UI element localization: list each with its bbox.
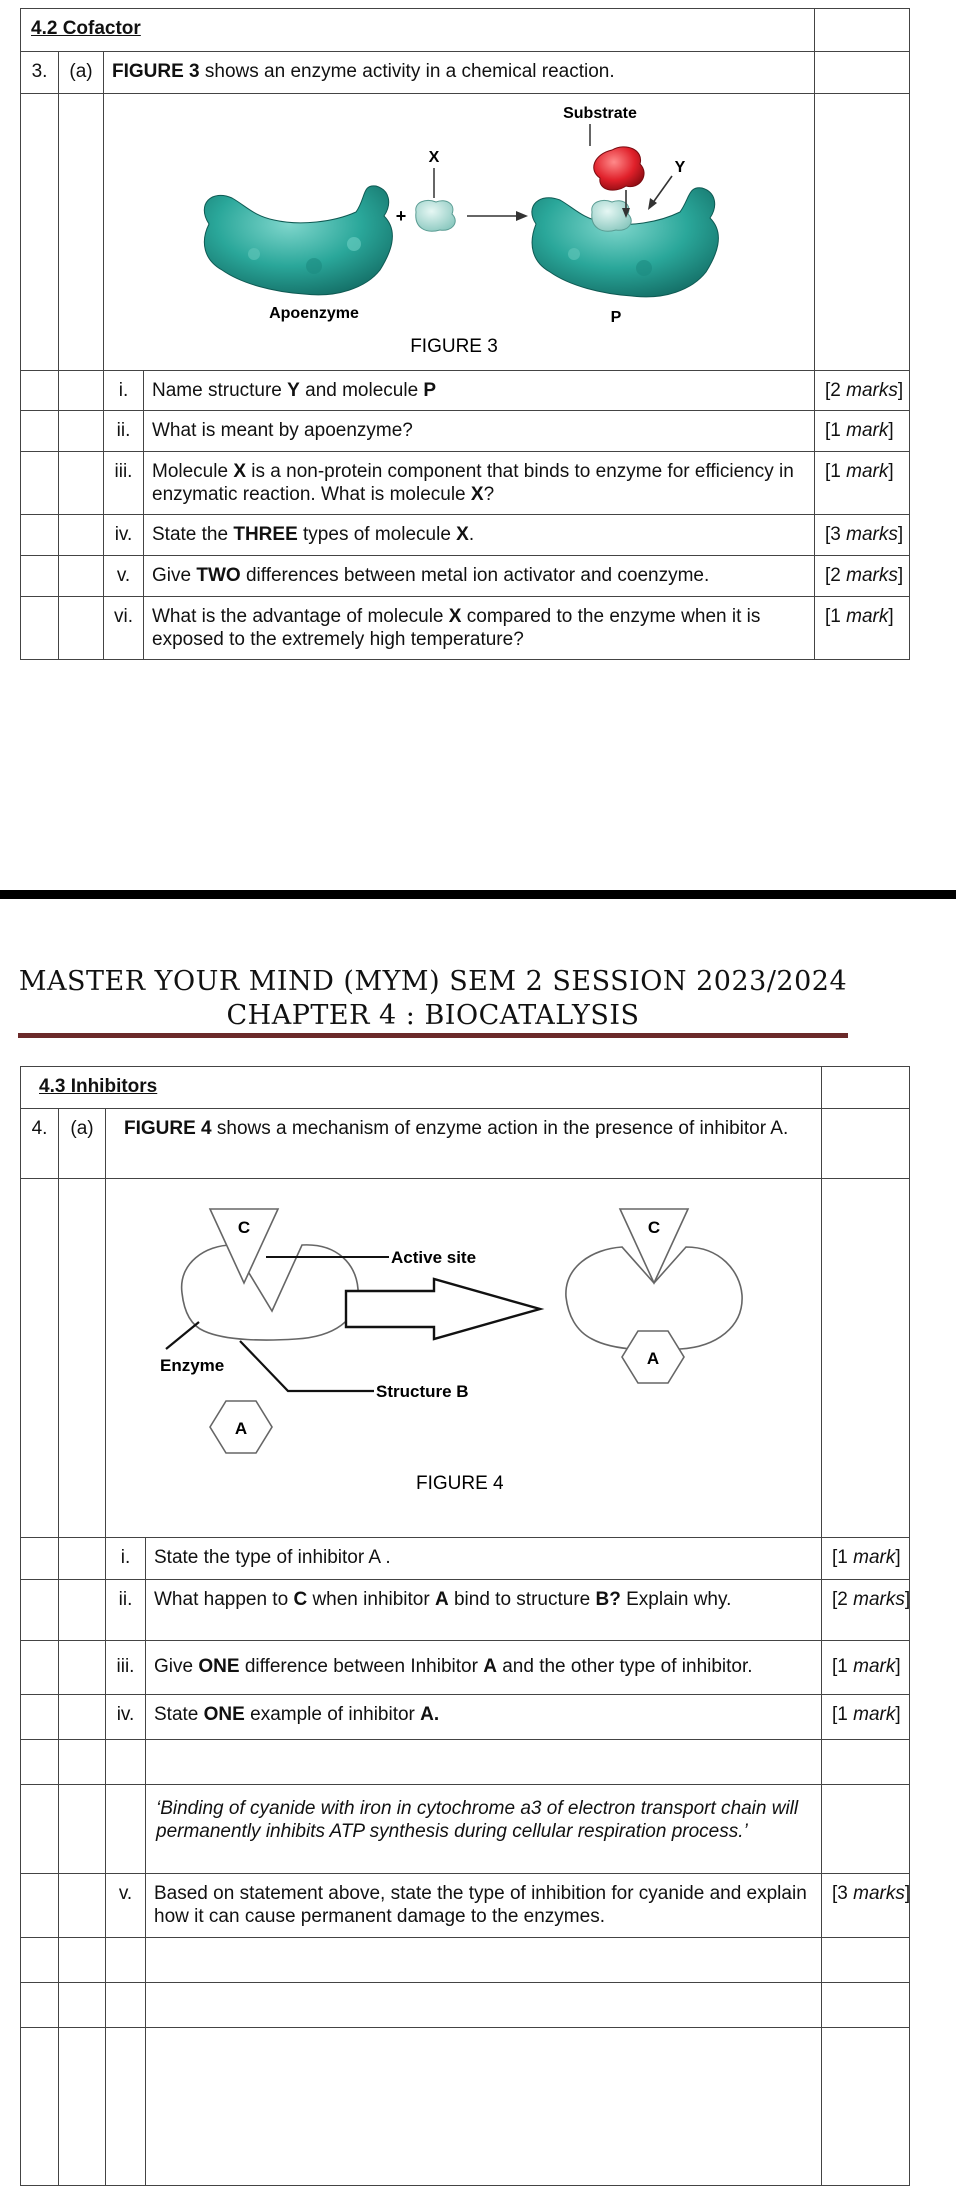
- sub-question-number: iv.: [104, 515, 144, 556]
- header-underline: [18, 1033, 848, 1038]
- sub-question-text: Based on statement above, state the type of inhibition for cyanide and explain how it can cause permanent damage to the enzymes.: [146, 1874, 822, 1938]
- substrate-label: Substrate: [563, 105, 637, 122]
- enzyme-pointer: [166, 1322, 199, 1349]
- sub-question-number: i.: [104, 371, 144, 411]
- marks-label: [2 marks]: [815, 371, 910, 411]
- question-part: (a): [59, 52, 104, 94]
- marks-label: [3 marks]: [822, 1874, 910, 1938]
- figure-4-caption: FIGURE 4: [416, 1473, 504, 1494]
- sub-question-text: State the THREE types of molecule X.: [144, 515, 815, 556]
- sub-question-text: Name structure Y and molecule P: [144, 371, 815, 411]
- question-number: 3.: [21, 52, 59, 94]
- figure-4: [106, 1179, 822, 1531]
- marks-label: [1 mark]: [822, 1538, 910, 1580]
- apoenzyme-label: Apoenzyme: [269, 305, 359, 322]
- question-intro: FIGURE 3 shows an enzyme activity in a chemical reaction.: [104, 52, 815, 94]
- sub-question-number: iii.: [104, 452, 144, 515]
- sub-question-text: What happen to C when inhibitor A bind to structure B? Explain why.: [146, 1580, 822, 1641]
- figure-3-cell: [104, 94, 815, 371]
- big-arrow: [346, 1279, 540, 1339]
- page-separator: [0, 890, 956, 899]
- enzyme-left-shape: [182, 1245, 358, 1340]
- sub-question-number: ii.: [104, 411, 144, 452]
- a-left-label: A: [234, 1419, 248, 1438]
- sub-question-number: v.: [104, 556, 144, 597]
- substrate-shape: [594, 147, 644, 190]
- answer-line[interactable]: [146, 2028, 822, 2186]
- a-right-label: A: [646, 1349, 660, 1368]
- cyanide-statement: ‘Binding of cyanide with iron in cytochrome a3 of electron transport chain will permanently inhibits ATP synthesis during cellular respiration process.’: [146, 1785, 822, 1874]
- active-site-label: Active site: [391, 1248, 477, 1267]
- sub-question-number: iv.: [106, 1695, 146, 1740]
- enzyme-label: Enzyme: [160, 1356, 225, 1375]
- sub-question-text: Give ONE difference between Inhibitor A and the other type of inhibitor.: [146, 1641, 822, 1695]
- sub-question-text: State the type of inhibitor A .: [146, 1538, 822, 1580]
- document-title: MASTER YOUR MIND (MYM) SEM 2 SESSION 2023/2024: [18, 966, 848, 997]
- sub-question-number: iii.: [106, 1641, 146, 1695]
- sub-question-text: State ONE example of inhibitor A.: [146, 1695, 822, 1740]
- structure-b-pointer: [240, 1341, 374, 1391]
- marks-label: [1 mark]: [822, 1695, 910, 1740]
- answer-line[interactable]: [146, 1938, 822, 1983]
- sub-question-text: Give TWO differences between metal ion activator and coenzyme.: [144, 556, 815, 597]
- marks-label: [1 mark]: [815, 411, 910, 452]
- sub-question-number: v.: [106, 1874, 146, 1938]
- question-number: 4.: [21, 1109, 59, 1179]
- sub-question-text: Molecule X is a non-protein component that binds to enzyme for efficiency in enzymatic reaction. What is molecule X?: [144, 452, 815, 515]
- p-label: P: [610, 309, 622, 326]
- q3-table: [20, 8, 910, 660]
- answer-line[interactable]: [146, 1983, 822, 2028]
- molecule-x-shape: [416, 200, 455, 231]
- c-right-label: C: [647, 1218, 661, 1237]
- sub-question-text: What is the advantage of molecule X compared to the enzyme when it is exposed to the extremely high temperature?: [144, 597, 815, 660]
- marks-label: [3 marks]: [815, 515, 910, 556]
- question-intro: FIGURE 4 shows a mechanism of enzyme action in the presence of inhibitor A.: [106, 1109, 822, 1179]
- sub-question-number: vi.: [104, 597, 144, 660]
- sub-question-number: ii.: [106, 1580, 146, 1641]
- x-label: X: [428, 149, 440, 166]
- marks-label: [2 marks]: [815, 556, 910, 597]
- q4-table: [20, 1066, 910, 2186]
- plus-sign: +: [395, 206, 407, 226]
- marks-label: [2 marks]: [822, 1580, 910, 1641]
- sub-question-number: i.: [106, 1538, 146, 1580]
- sub-question-text: What is meant by apoenzyme?: [144, 411, 815, 452]
- apoenzyme-shape: [204, 186, 392, 295]
- marks-label: [1 mark]: [822, 1641, 910, 1695]
- figure-3: [104, 94, 814, 364]
- question-part: (a): [59, 1109, 106, 1179]
- c-left-label: C: [237, 1218, 251, 1237]
- marks-label: [1 mark]: [815, 597, 910, 660]
- section-title-inhibitors: 4.3 Inhibitors: [21, 1067, 822, 1109]
- chapter-title: CHAPTER 4 : BIOCATALYSIS: [226, 1000, 640, 1031]
- section-title-cofactor: 4.2 Cofactor: [21, 9, 815, 52]
- y-label: Y: [674, 159, 686, 176]
- marks-label: [1 mark]: [815, 452, 910, 515]
- figure-4-cell: [106, 1179, 822, 1538]
- structure-b-label: Structure B: [376, 1382, 469, 1401]
- figure-3-caption: FIGURE 3: [410, 336, 498, 357]
